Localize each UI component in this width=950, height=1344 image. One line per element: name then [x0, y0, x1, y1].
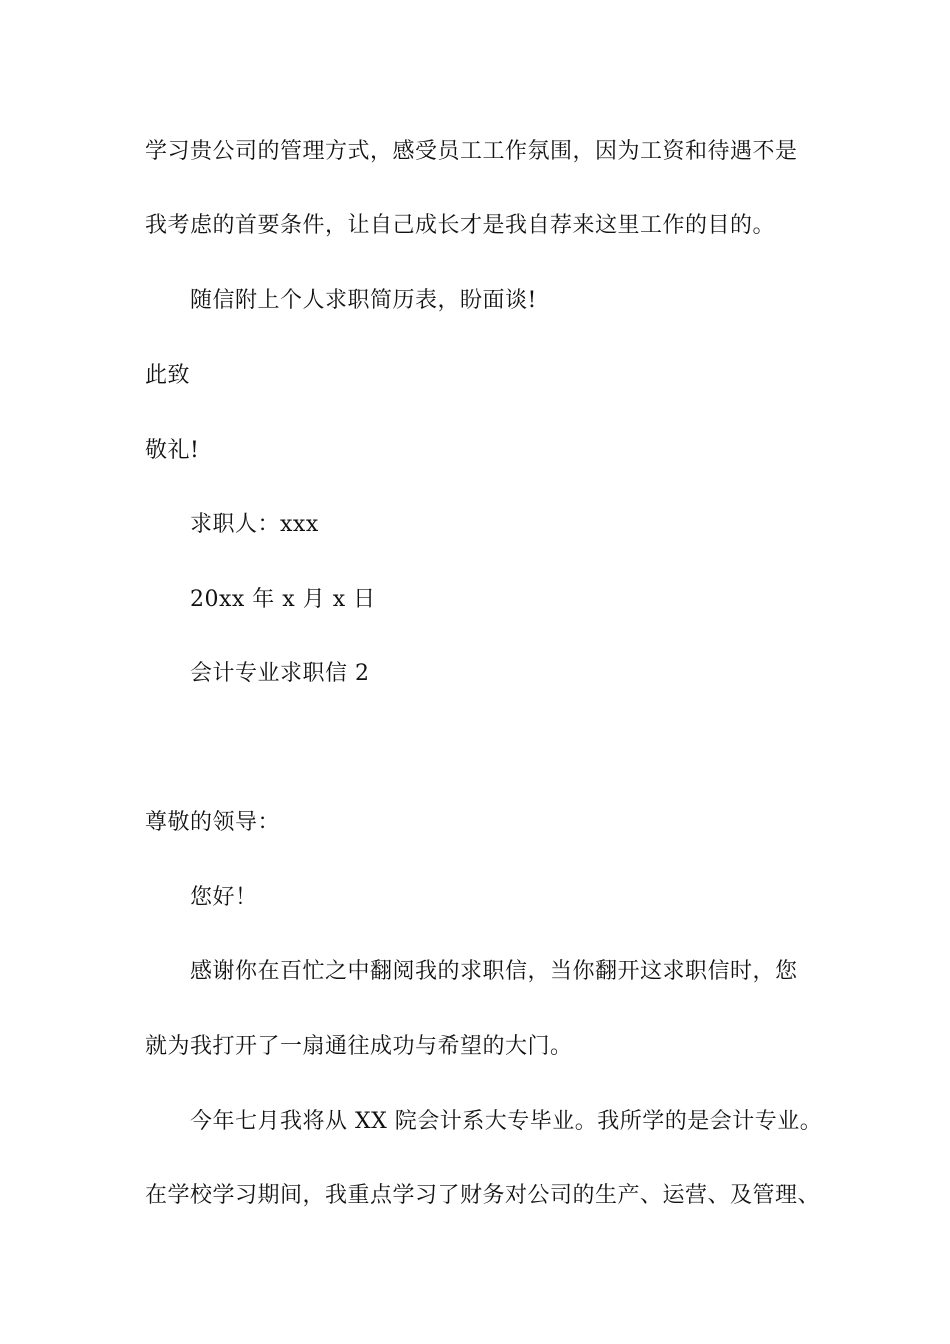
letter-date: 20xx 年 x 月 x 日 [190, 587, 376, 612]
greeting-addressee: 尊敬的领导： [145, 810, 281, 835]
paragraph-line: 我考虑的首要条件，让自己成长才是我自荐来这里工作的目的。 [145, 213, 776, 238]
closing-salutation: 此致 [145, 363, 191, 388]
closing-regards: 敬礼! [145, 438, 200, 463]
paragraph-line: 随信附上个人求职简历表，盼面谈! [190, 288, 537, 313]
paragraph-line: 感谢你在百忙之中翻阅我的求职信，当你翻开这求职信时，您 [190, 959, 798, 984]
applicant-signature: 求职人：xxx [190, 512, 319, 537]
paragraph-line: 学习贵公司的管理方式，感受员工工作氛围，因为工资和待遇不是 [145, 139, 798, 164]
paragraph-line: 在学校学习期间，我重点学习了财务对公司的生产、运营、及管理、 [145, 1183, 821, 1208]
greeting-hello: 您好！ [190, 885, 258, 910]
paragraph-line: 就为我打开了一扇通往成功与希望的大门。 [145, 1034, 573, 1059]
section-title: 会计专业求职信 2 [190, 661, 370, 686]
paragraph-line: 今年七月我将从 XX 院会计系大专毕业。我所学的是会计专业。 [190, 1109, 823, 1134]
